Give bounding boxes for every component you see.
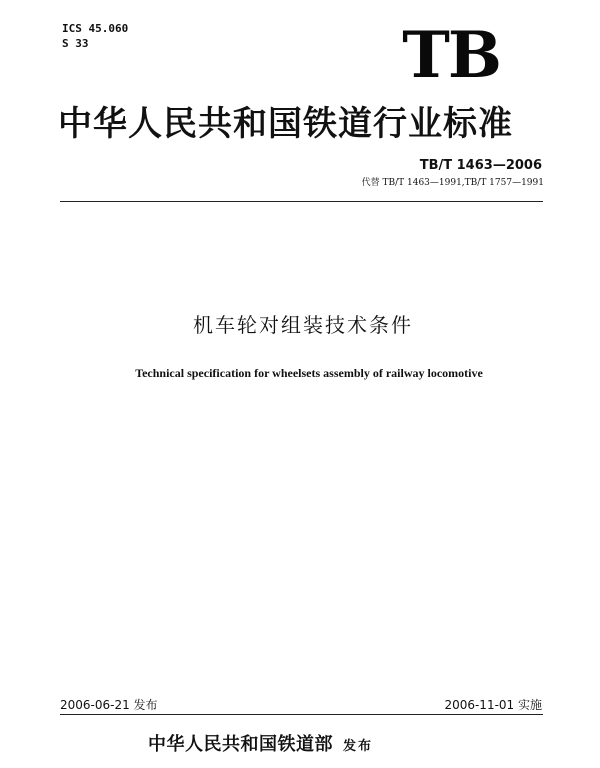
header-divider [60, 201, 543, 202]
publisher-label: 发布 [343, 739, 374, 754]
publisher [148, 734, 373, 758]
classification-code: S 33 [62, 37, 89, 50]
title-english: Technical specification for wheelsets assembly of railway locomotive [135, 366, 483, 380]
issue-date: 2006-06-21 发布 [60, 698, 158, 712]
standard-number: TB/T 1463—2006 [419, 158, 542, 173]
implementation-date: 2006-11-01 实施 [444, 698, 542, 712]
footer-divider [60, 714, 543, 715]
tb-logo: TB [402, 18, 500, 93]
replaces-note: 代替 TB/T 1463—1991,TB/T 1757—1991 [361, 178, 544, 188]
publisher-name: 中华人民共和国铁道部 [148, 734, 333, 755]
title-chinese: 机车轮对组装技术条件 [193, 313, 413, 337]
standard-organization: 中华人民共和国铁道行业标准 [58, 104, 513, 144]
ics-code: ICS 45.060 [62, 22, 129, 35]
